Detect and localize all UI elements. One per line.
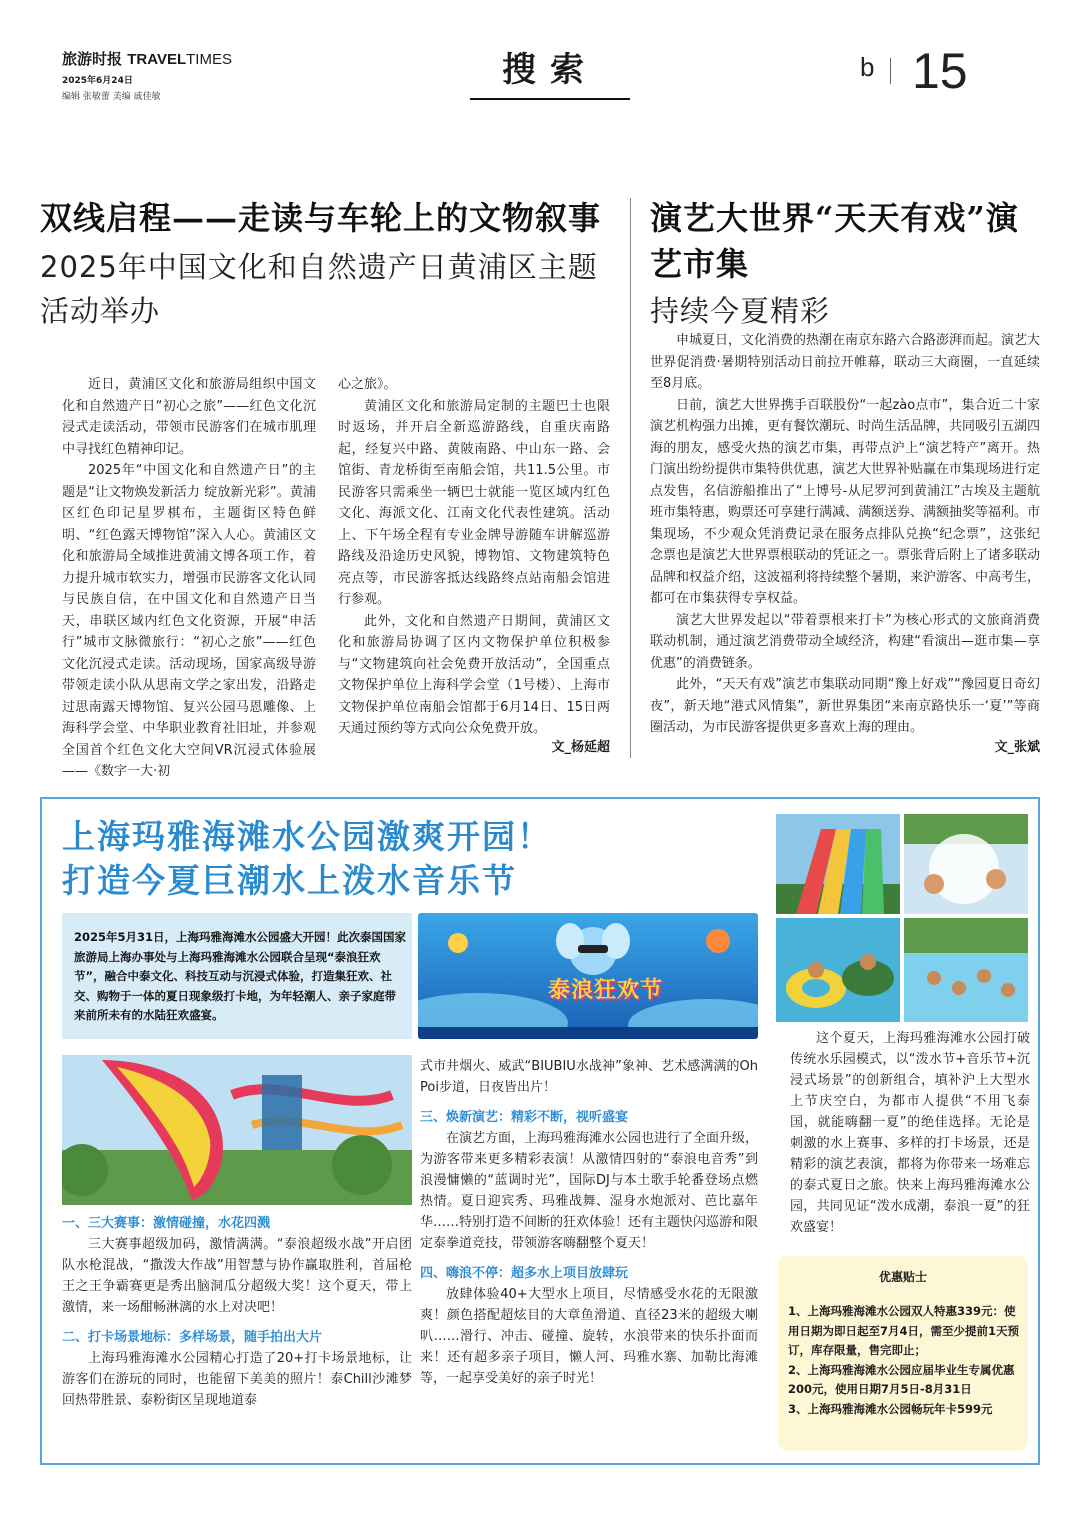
paragraph: 2025年“中国文化和自然遗产日”的主题是“让文物焕发新活力 绽放新光彩”。黄浦区红色印记星罗棋布，主题街区特色鲜明、“红色露天博物馆”深入人心。黄浦区文化和旅游局全域推进黄浦文博各项工作，着力提升城市软实力，增强市民游客文化认同与民族自信，在中国文化和自然遗产日当天，串联区域内红色文化资源，开展“申活行”城市文脉微旅行：“初心之旅”——红色文化沉浸式走读。活动现场，国家高级导游带领走读小队从思南文学之家出发，沿路走过思南露天博物馆、复兴公园马恩雕像、上海科学会堂、中华职业教育社旧址，并参观全国首个红色文化大空间VR沉浸式体验展——《数字一大·初: [62, 463, 316, 779]
section-1-body: [62, 1234, 412, 1318]
paragraph: 这个夏天，上海玛雅海滩水公园打破传统水乐园模式，以“泼水节+音乐节+沉浸式场景”的创新组合，填补沪上大型水上节庆空白，为都市人提供“不用飞泰国，就能嗨翻一夏”的绝佳选择。无论是刺激的水上赛事、多样的打卡场景，还是精彩的演艺表演，都将为你带来一场难忘的泰式夏日之旅。快来上海玛雅海滩水公园，共同见证“泼水成潮，泰浪一夏”的狂欢盛宴！: [790, 1031, 1030, 1235]
feature-column-1: [62, 1214, 412, 1411]
paragraph: 此外，“天天有戏”演艺市集联动同期“豫上好戏”“豫园夏日奇幻夜”，新天地“港式风情集”，新世界集团“来南京路快乐一‘夏’”等商圈活动，为市民游客提供更多喜欢上海的理由。: [650, 677, 1040, 735]
coupon-list: [788, 1302, 1020, 1419]
paragraph-continued: 式市井烟火、威武“BIUBIU水战神”象神、艺术感满满的Oh Poi步道，日夜皆出片！: [420, 1059, 758, 1095]
left-article-byline: 文_杨延超: [551, 740, 610, 755]
paragraph: 此外，文化和自然遗产日期间，黄浦区文化和旅游局协调了区内文物保护单位积极参与“文物建筑向社会免费开放活动”，全国重点文物保护单位上海科学会堂（1号楼）、上海市文物保护单位南船会馆都于6月14日、15日两天通过预约等方式向公众免费开放。: [338, 613, 610, 736]
coupon-item: 3、上海玛雅海滩水公园畅玩年卡599元: [788, 1401, 993, 1416]
feature-column-2: [420, 1056, 758, 1389]
section-title: 搜索: [470, 42, 630, 100]
left-article-column-2: [338, 374, 610, 740]
left-article-header: [40, 195, 615, 333]
section-4-heading: 四、嗨浪不停：超多水上项目放肆玩: [420, 1266, 629, 1281]
paper-name-en-light: TIMES: [186, 51, 232, 68]
water-splash-photo: [904, 814, 1028, 914]
feature-title-line-1: 上海玛雅海滩水公园激爽开园！: [62, 817, 552, 856]
masthead: [62, 48, 232, 102]
section-3-body: [420, 1128, 758, 1254]
tube-riders-photo: [776, 918, 900, 1022]
left-article-column-1: [62, 374, 316, 783]
paper-name: [62, 48, 232, 69]
left-article-subtitle: 2025年中国文化和自然遗产日黄浦区主题活动举办: [40, 250, 598, 328]
coupon-item: 1、上海玛雅海滩水公园双人特惠339元：使用日期为即日起至7月4日，需至少提前1天预订，库存限量，售完即止；: [788, 1304, 1020, 1357]
section-2-heading: 二、打卡场景地标：多样场景，随手拍出大片: [62, 1330, 323, 1345]
feature-title: [62, 815, 552, 903]
section-2-body-continued: [420, 1056, 758, 1098]
water-slide-photo: [62, 1055, 412, 1205]
right-article-header: [650, 195, 1042, 333]
coupon-item: 2、上海玛雅海滩水公园应届毕业生专属优惠200元，使用日期7月5日-8月31日: [788, 1362, 1015, 1396]
paragraph: 近日，黄浦区文化和旅游局组织中国文化和自然遗产日“初心之旅”——红色文化沉浸式走读活动，带领市民游客们在城市肌理中寻找红色精神印记。: [62, 377, 316, 457]
edition-divider: [890, 58, 891, 84]
section-2-body: [62, 1348, 412, 1411]
paragraph: 三大赛事超级加码，激情满满。“泰浪超级水战”开启团队水枪混战，“撒泼大作战”用智慧与协作赢取胜利，首届枪王之王争霸赛更是秀出脑洞瓜分超级大奖！这个夏天，带上激情，来一场酣畅淋漓的水上对决吧！: [62, 1237, 412, 1315]
left-article-title: 双线启程——走读与车轮上的文物叙事: [40, 199, 602, 237]
section-4-body: [420, 1284, 758, 1389]
paragraph: 黄浦区文化和旅游局定制的主题巴士也限时返场，并开启全新巡游路线，自重庆南路起，经复兴中路、黄陂南路、中山东一路、会馆街、青龙桥街至南船会馆，共11.5公里。市民游客只需乘坐一辆巴士就能一览区域内红色文化、海派文化、江南文化代表性建筑。活动上、下午场全程有专业金牌导游随车讲解巡游路线及沿途历史风貌，博物馆、文物建筑特色亮点等，市民游客抵达线路终点站南船会馆进行参观。: [338, 398, 610, 607]
paragraph: 日前，演艺大世界携手百联股份“一起zào点市”，集合近二十家演艺机构强力出摊，更有餐饮潮玩、时尚生活品牌，共同吸引五湖四海的朋友，感受火热的演艺市集，再带点沪上“演艺特产”离开。热门演出纷纷提供市集特供优惠，演艺大世界补贴赢在市集现场进行定点发售，名信游船推出了“上博号-从尼罗河到黄浦江”古埃及主题航班市集特惠，购票还可享建行满减、满额送券、满额抽奖等福利。市集现场，不少观众凭消费记录在服务点排队兑换“纪念票”，这张纪念票也是演艺大世界票根联动的凭证之一。票张背后附上了诸多联动品牌和权益介绍，这波福利将持续整个暑期，来沪游客、中高考生，都可在市集获得专享权益。: [650, 397, 1041, 606]
feature-title-line-2: 打造今夏巨潮水上泼水音乐节: [62, 861, 517, 900]
paragraph: 演艺大世界发起以“带着票根来打卡”为核心形式的文旅商消费联动机制，通过演艺消费带动全域经济，构建“看演出—逛市集—享优惠”的消费链条。: [650, 612, 1040, 671]
paragraph: 上海玛雅海滩水公园精心打造了20+打卡场景地标，让游客们在游玩的同时，也能留下美美的照片！泰Chill沙滩梦回热带胜景、泰粉街区呈现地道泰: [62, 1351, 412, 1408]
page-number: 15: [912, 43, 968, 99]
paragraph: 申城夏日，文化消费的热潮在南京东路六合路澎湃而起。演艺大世界促消费·暑期特别活动日前拉开帷幕，联动三大商圈，一直延续至8月底。: [650, 333, 1041, 391]
paper-name-en-bold: TRAVEL: [127, 51, 187, 68]
right-article-byline: 文_张斌: [994, 740, 1040, 755]
feature-column-3: [790, 1028, 1030, 1238]
poster-title: 泰浪狂欢节: [548, 977, 664, 1003]
coupon-title: 优惠贴士: [878, 1270, 927, 1284]
paper-name-cn: 旅游时报: [62, 50, 123, 68]
right-article-body: [650, 330, 1040, 739]
event-poster-image: [418, 913, 758, 1039]
paragraph-continued: 心之旅》。: [338, 377, 397, 392]
slide-lanes-photo: [776, 814, 900, 914]
section-3-heading: 三、焕新演艺：精彩不断，视听盛宴: [420, 1110, 629, 1125]
intro-text: 2025年5月31日，上海玛雅海滩水公园盛大开园！此次泰国国家旅游局上海办事处与上海玛雅海滩水公园联合呈现“泰浪狂欢节”，融合中泰文化、科技互动与沉浸式体验，打造集狂欢、社交、购物于一体的夏日现象级打卡地，为年轻潮人、亲子家庭带来前所未有的水陆狂欢盛宴。: [74, 930, 407, 1022]
paragraph: 放肆体验40+大型水上项目，尽情感受水花的无限激爽！颜色搭配超炫目的大章鱼滑道、直径23米的超级大喇叭……滑行、冲击、碰撞、旋转，水浪带来的快乐扑面而来！还有超多亲子项目，懒人河、玛雅水寨、加勒比海滩等，一起享受美好的亲子时光！: [420, 1287, 758, 1386]
right-article-title: 演艺大世界“天天有戏”演艺市集: [650, 199, 1019, 283]
edition-letter: b: [860, 52, 875, 82]
wave-pool-photo: [904, 918, 1028, 1022]
issue-date: 2025年6月24日: [62, 76, 133, 86]
column-divider: [630, 198, 631, 758]
editor-credits: 编辑 张敏蕾 美编 戚佳敏: [62, 92, 161, 102]
right-article-subtitle: 持续今夏精彩: [650, 294, 831, 328]
paragraph: 在演艺方面，上海玛雅海滩水公园也进行了全面升级，为游客带来更多精彩表演！从激情四射的“泰浪电音秀”到浪漫慵懒的“蓝调时光”，国际DJ与本土歌手轮番登场点燃热情。夏日迎宾秀、玛雅战舞、湿身水炮派对、芭比嘉年华……特别打造不间断的狂欢体验！还有主题快闪巡游和限定泰拳道竞技，带领游客嗨翻整个夏天！: [420, 1131, 759, 1251]
section-1-heading: 一、三大赛事：激情碰撞，水花四溅: [62, 1216, 271, 1231]
